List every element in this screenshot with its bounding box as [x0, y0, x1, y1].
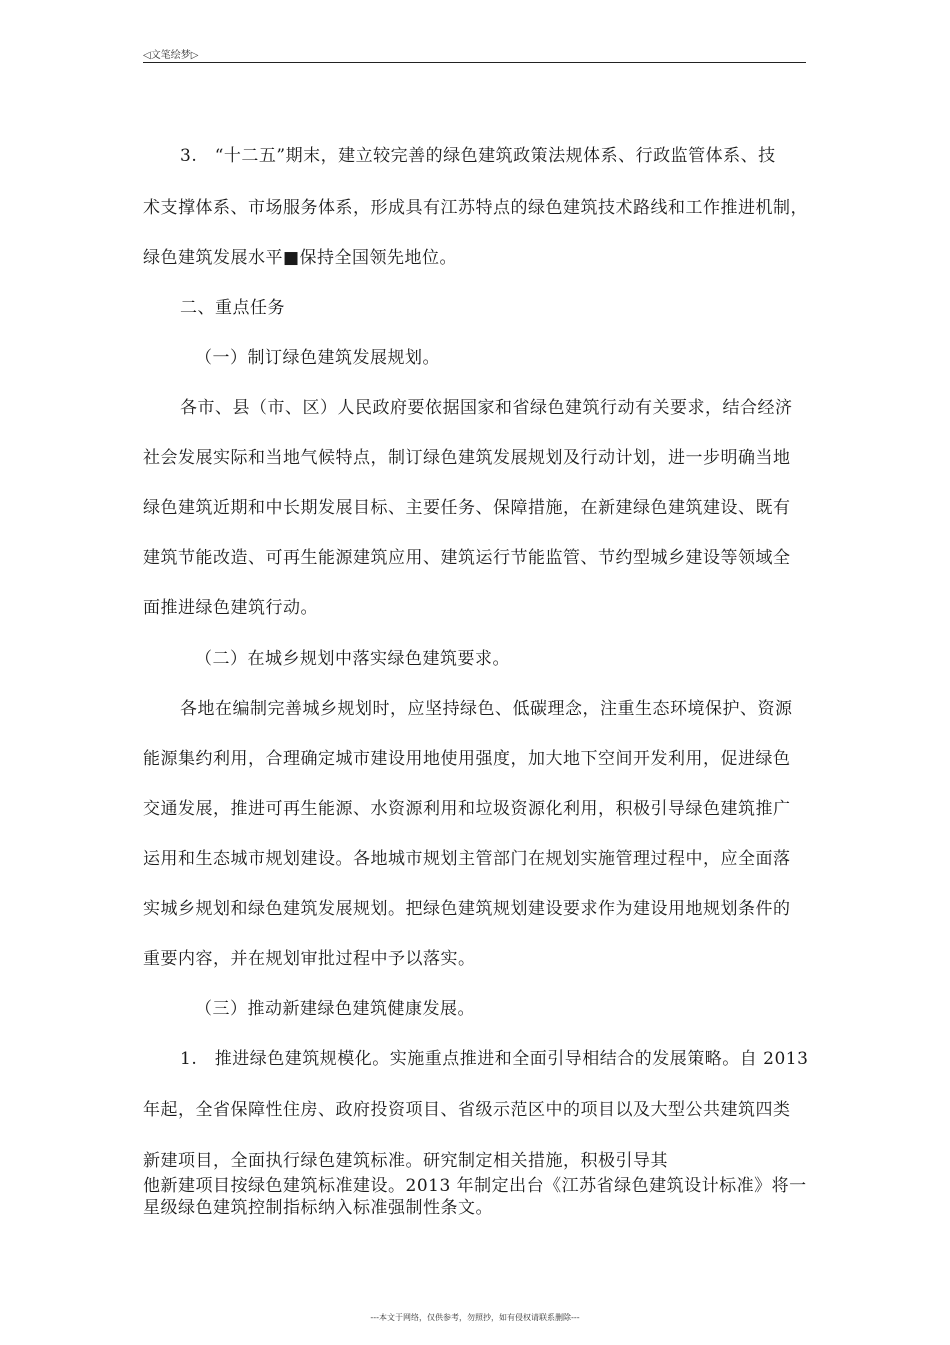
text-line: 新建项目，全面执行绿色建筑标准。研究制定相关措施，积极引导其 — [143, 1151, 668, 1171]
text-line: 1. 推进绿色建筑规模化。实施重点推进和全面引导相结合的发展策略。自 2013 — [180, 1049, 809, 1069]
text-line: 实城乡规划和绿色建筑发展规划。把绿色建筑规划建设要求作为建设用地规划条件的 — [143, 899, 791, 919]
text-line: 交通发展，推进可再生能源、水资源利用和垃圾资源化利用，积极引导绿色建筑推广 — [143, 799, 791, 819]
subsection-heading: （三）推动新建绿色建筑健康发展。 — [195, 999, 475, 1019]
text-line: 绿色建筑近期和中长期发展目标、主要任务、保障措施，在新建绿色建筑建设、既有 — [143, 498, 791, 518]
text-line: 3. “十二五”期末，建立较完善的绿色建筑政策法规体系、行政监管体系、技 — [180, 146, 776, 166]
text-line: 重要内容，并在规划审批过程中予以落实。 — [143, 949, 476, 969]
page-header — [143, 42, 806, 63]
text-line: 他新建项目按绿色建筑标准建设。2013 年制定出台《江苏省绿色建筑设计标准》将一 — [143, 1176, 807, 1196]
text-line: 建筑节能改造、可再生能源建筑应用、建筑运行节能监管、节约型城乡建设等领域全 — [143, 548, 791, 568]
text-line: 星级绿色建筑控制指标纳入标准强制性条文。 — [143, 1198, 493, 1218]
text-line: 社会发展实际和当地气候特点，制订绿色建筑发展规划及行动计划，进一步明确当地 — [143, 448, 791, 468]
section-heading: 二、重点任务 — [180, 298, 285, 318]
text-line: 术支撑体系、市场服务体系，形成具有江苏特点的绿色建筑技术路线和工作推进机制， — [143, 198, 808, 218]
page-footer: ---本文于网络，仅供参考，勿照抄，如有侵权请联系删除--- — [370, 1313, 580, 1322]
text-line: 各地在编制完善城乡规划时，应坚持绿色、低碳理念，注重生态环境保护、资源 — [180, 699, 793, 719]
text-line: 各市、县（市、区）人民政府要依据国家和省绿色建筑行动有关要求，结合经济 — [180, 398, 793, 418]
text-line: 面推进绿色建筑行动。 — [143, 598, 318, 618]
text-line: 能源集约利用，合理确定城市建设用地使用强度，加大地下空间开发利用，促进绿色 — [143, 749, 791, 769]
subsection-heading: （二）在城乡规划中落实绿色建筑要求。 — [195, 649, 510, 669]
text-line: 运用和生态城市规划建设。各地城市规划主管部门在规划实施管理过程中，应全面落 — [143, 849, 791, 869]
text-line: 年起，全省保障性住房、政府投资项目、省级示范区中的项目以及大型公共建筑四类 — [143, 1100, 791, 1120]
header-text: ◁文笔绘梦▷ — [143, 50, 199, 61]
subsection-heading: （一）制订绿色建筑发展规划。 — [195, 348, 440, 368]
text-line: 绿色建筑发展水平■保持全国领先地位。 — [143, 248, 458, 268]
